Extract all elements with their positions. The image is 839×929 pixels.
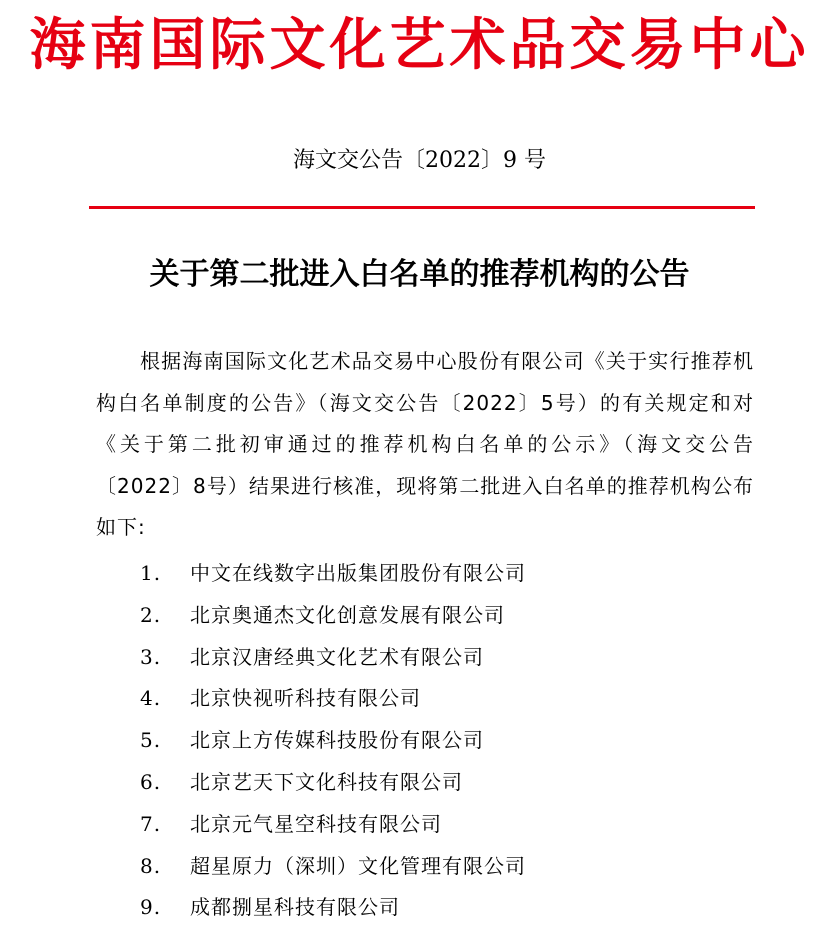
- list-item-number: 6.: [140, 769, 162, 794]
- list-item: [140, 720, 526, 762]
- list-item-name: 北京汉唐经典文化艺术有限公司: [190, 644, 484, 669]
- list-item-name: 超星原力（深圳）文化管理有限公司: [190, 853, 526, 878]
- list-item: [140, 637, 526, 679]
- list-item: [140, 595, 526, 637]
- list-item: [140, 804, 526, 846]
- list-item: [140, 553, 526, 595]
- list-item: [140, 887, 526, 929]
- list-item-number: 9.: [140, 895, 162, 920]
- list-item-name: 北京艺天下文化科技有限公司: [190, 769, 463, 794]
- red-divider: [89, 206, 755, 209]
- list-item-name: 北京元气星空科技有限公司: [190, 811, 442, 836]
- masthead: 海南国际文化艺术品交易中心: [29, 12, 810, 78]
- list-item-number: 1.: [140, 561, 162, 585]
- list-item-name: 成都捌星科技有限公司: [190, 895, 400, 920]
- list-item: [140, 678, 526, 720]
- list-item-number: 5.: [140, 728, 162, 753]
- body-paragraph: 根据海南国际文化艺术品交易中心股份有限公司《关于实行推荐机构白名单制度的公告》（海文交公告〔2022〕5号）的有关规定和对《关于第二批初审通过的推荐机构白名单的公示》（海文交公告〔2022〕8号）结果进行核准，现将第二批进入白名单的推荐机构公布如下:: [96, 349, 754, 539]
- list-item-number: 8.: [140, 853, 162, 878]
- list-item-number: 2.: [140, 602, 162, 627]
- list-item-name: 北京奥通杰文化创意发展有限公司: [190, 602, 505, 627]
- list-item-number: 3.: [140, 644, 162, 669]
- list-item-number: 7.: [140, 811, 162, 836]
- document-title: 关于第二批进入白名单的推荐机构的公告: [149, 257, 690, 292]
- list-item-name: 北京上方传媒科技股份有限公司: [190, 728, 484, 753]
- list-item: [140, 846, 526, 888]
- list-item: [140, 762, 526, 804]
- document-number: 海文交公告〔2022〕9 号: [293, 148, 546, 173]
- list-item-number: 4.: [140, 686, 162, 711]
- list-item-name: 北京快视听科技有限公司: [190, 686, 421, 711]
- list-item-name: 中文在线数字出版集团股份有限公司: [190, 561, 526, 585]
- institution-list: [140, 553, 526, 929]
